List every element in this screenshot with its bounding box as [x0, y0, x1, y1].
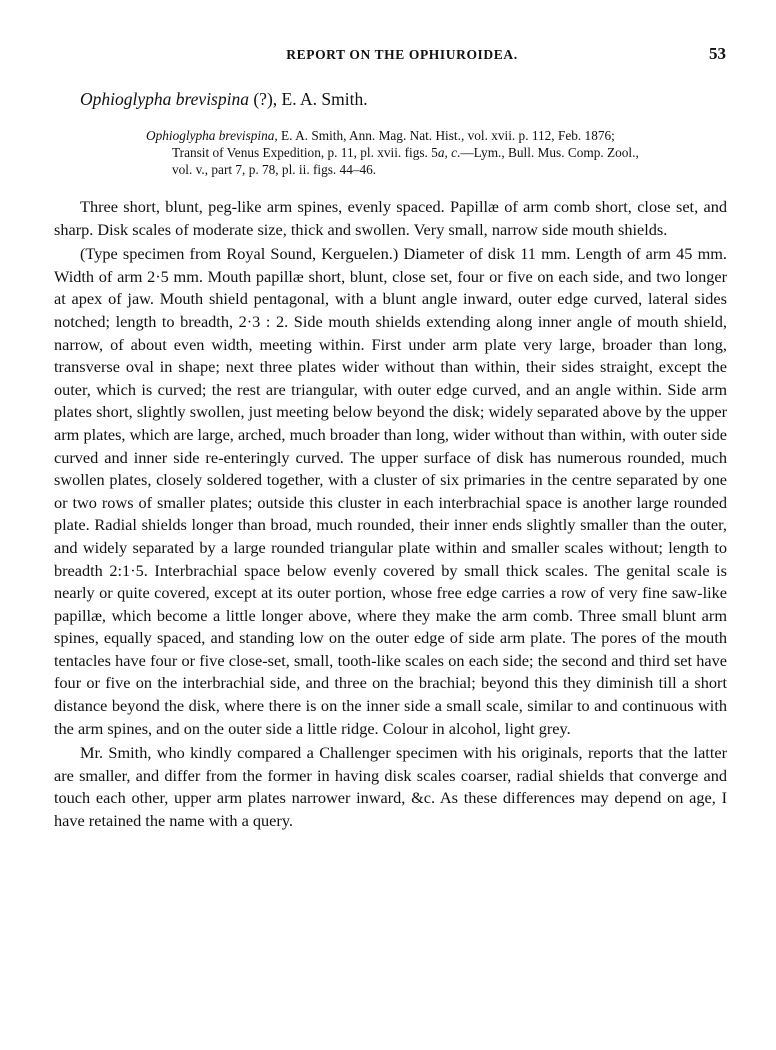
paragraph-diagnosis: Three short, blunt, peg-like arm spines, evenly spaced. Papillæ of arm comb short, close set, and sharp. Disk scales of moderate size, thick and swollen. Very small, narrow side mouth shields.	[54, 197, 727, 239]
species-authority: (?), E. A. Smith.	[248, 89, 368, 109]
species-name: Ophioglypha brevispina	[80, 89, 249, 109]
synonymy-fig-letters: a, c	[437, 145, 458, 160]
synonymy-taxon: Ophioglypha brevispina	[146, 128, 275, 143]
synonymy-line-2	[146, 144, 728, 161]
page-number: 53	[709, 44, 726, 63]
synonymy-line-3: vol. v., part 7, p. 78, pl. ii. figs. 44–46.	[172, 162, 377, 177]
paragraph-remarks: Mr. Smith, who kindly compared a Challenger specimen with his originals, reports that the latter are smaller, and differ from the former in having disk scales coarser, radial shields that converge and touch each other, upper arm plates narrower inward, &c. As these differences may depend on age, I have retained the name with a query.	[54, 743, 727, 831]
paragraph-description: (Type specimen from Royal Sound, Kerguelen.) Diameter of disk 11 mm. Length of arm 45 mm. Width of arm 2·5 mm. Mouth papillæ short, blunt, close set, four or five on each side, and two longer at apex of jaw. Mouth shield pentagonal, with a blunt angle inward, outer edge curved, lateral sides notched; length to breadth, 2·3 : 2. Side mouth shields extending along inner angle of mouth shield, narrow, of about even width, meeting within. First under arm plate very large, broader than long, transverse oval in shape; next three plates wider without than within, their sides straight, except the outer, which is curved; the rest are triangular, with outer edge curved, and an angle within. Side arm plates short, slightly swollen, just meeting below beyond the disk; widely separated above by the upper arm plates, which are large, arched, much broader than long, wider without than within, with outer side curved and inner side re-enteringly curved. The upper surface of disk has numerous rounded, much swollen plates, closely soldered together, with a cluster of six primaries in the centre separated by one or two rows of smaller plates; outside this cluster in each interbrachial space is another large rounded plate. Radial shields longer than broad, much rounded, their inner ends slightly smaller than the outer, and widely separated by a large rounded triangular plate within and smaller scales without; length to breadth 2:1·5. Interbrachial space below evenly covered by small thick scales. The genital scale is nearly or quite covered, except at its outer portion, whose free edge carries a row of very fine saw-like papillæ, which become a little longer above, where they make the arm comb. Three small blunt arm spines, equally spaced, and standing low on the outer edge of side arm plate. The pores of the mouth tentacles have four or five close-set, small, tooth-like scales on each side; the second and third set have four or five on the interbrachial side, and three on the brachial; beyond this they diminish till a short distance beyond the disk, where there is on the inner side a small scale, similar to and continuous with the arm spines, and on the outer side a little ridge. Colour in alcohol, light grey.	[54, 244, 727, 738]
running-title: REPORT ON THE OPHIUROIDEA.	[286, 47, 518, 62]
running-head	[78, 44, 726, 66]
synonymy-citation-1: , E. A. Smith, Ann. Mag. Nat. Hist., vol. xvii. p. 112, Feb. 1876;	[274, 128, 615, 143]
synonymy-block	[146, 127, 728, 178]
species-heading	[80, 89, 368, 110]
synonymy-citation-2a: Transit of Venus Expedition, p. 11, pl. xvii. figs. 5	[172, 145, 438, 160]
synonymy-citation-2b: .—Lym., Bull. Mus. Comp. Zool.,	[457, 145, 639, 160]
body-text	[54, 196, 727, 833]
synonymy-line-1	[146, 127, 728, 144]
